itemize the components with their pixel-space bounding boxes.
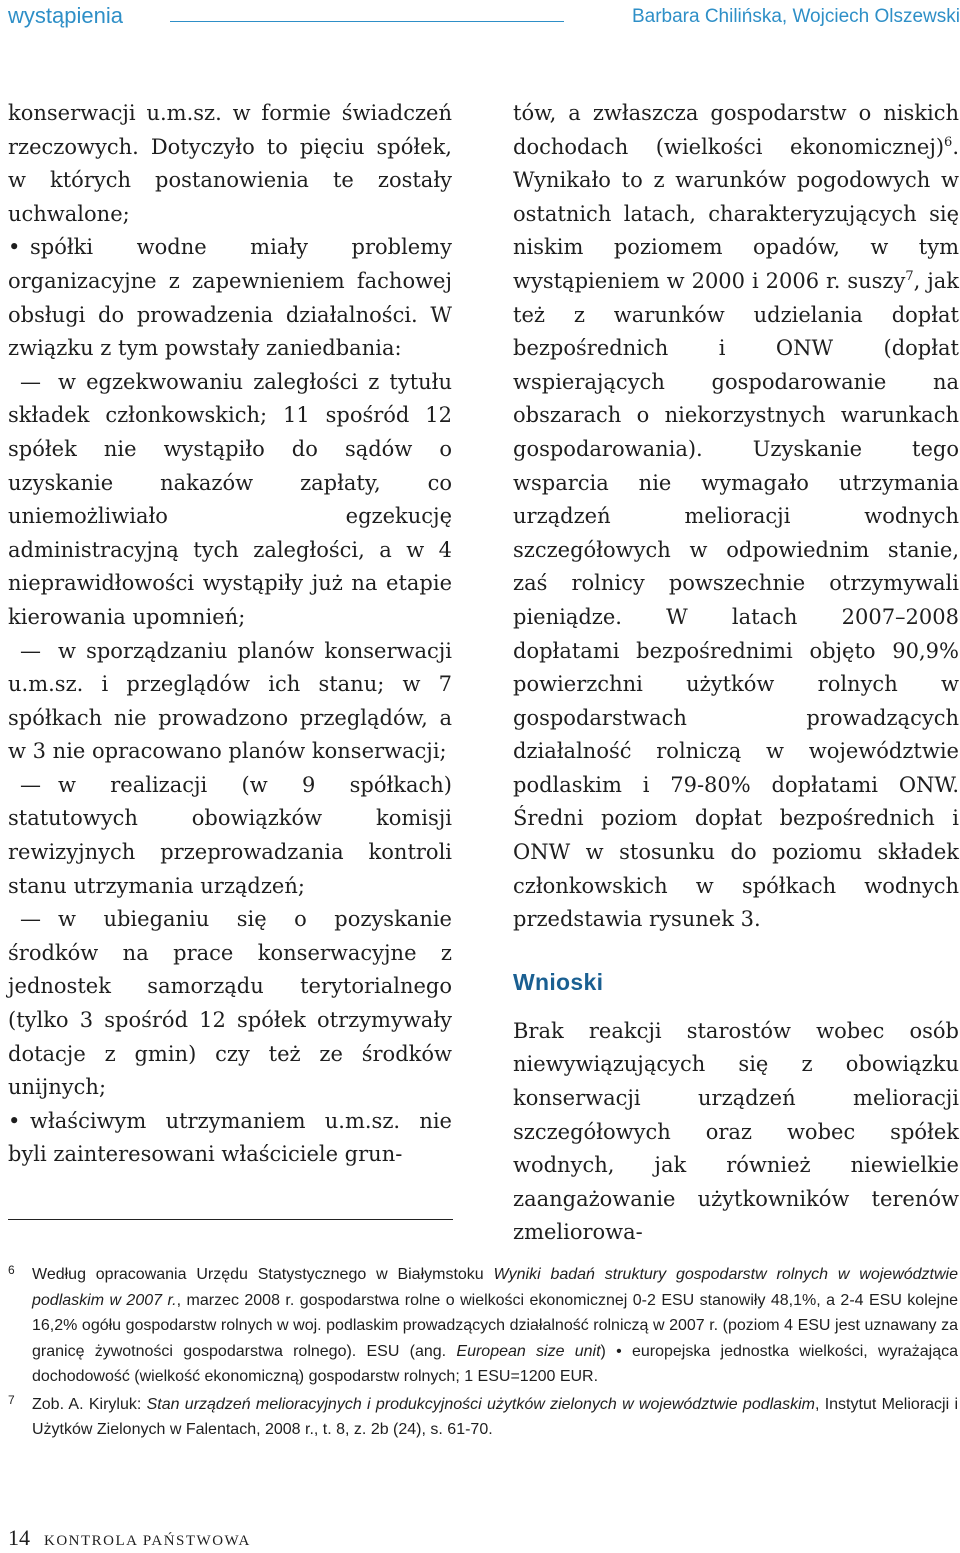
dash-item bbox=[8, 635, 452, 769]
footnote-number: 7 bbox=[8, 1392, 15, 1407]
paragraph: konserwacji u.m.sz. w formie świadczeń rzeczowych. Dotyczyło to pięciu spółek, w których postanowienia te zostały uchwalone; bbox=[8, 101, 452, 226]
section-label: wystąpienia bbox=[8, 3, 123, 28]
footnote-title: Stan urządzeń melioracyjnych i produkcyjności użytków zielonych w województwie podlaskim bbox=[146, 1395, 815, 1413]
header-rule bbox=[170, 21, 564, 22]
dash-item bbox=[8, 903, 452, 1105]
footnote-title: Wyniki badań struktury gospodarstw rolnych w województwie podlaskim w 2007 r. bbox=[32, 1266, 958, 1309]
dash-icon: — bbox=[20, 772, 41, 797]
footnotes bbox=[8, 1262, 958, 1445]
paragraph: Brak reakcji starostów wobec osób niewywiązujących się z obowiązku konserwacji urządzeń melioracji szczegółowych oraz wobec spółek wodnych, jak również niewielkie zaangażowanie użytkowników terenów zmeliorowa- bbox=[513, 1018, 959, 1245]
dash-text: w egzekwowaniu zaległości z tytułu składek członkowskich; 11 spośród 12 spółek nie wystąpiło do sądów o uzyskanie nakazów zapłaty, co uniemożliwiało egzekucję administracyjną tych zaległości, a w 4 nieprawidłowości wystąpiły już na etapie kierowania upomnień; bbox=[8, 369, 452, 629]
journal-name: KONTROLA PAŃSTWOWA bbox=[44, 1533, 251, 1549]
footnote-text bbox=[32, 1396, 958, 1439]
dash-icon: — bbox=[20, 369, 41, 394]
right-column bbox=[513, 97, 959, 1250]
footnote-number: 6 bbox=[8, 1263, 15, 1277]
page-number: 14 bbox=[8, 1525, 30, 1550]
paragraph-text: tów, a zwłaszcza gospodarstw o niskich dochodach (wielkości ekonomicznej) bbox=[513, 101, 959, 159]
footnote-term: European size unit bbox=[456, 1342, 601, 1360]
footnote-rule bbox=[8, 1219, 453, 1220]
bullet-item bbox=[8, 1105, 452, 1172]
footnote-span: , Instytut Melioracji i Użytków Zielonych w Falentach, 2008 r., t. 8, z. 2b (24), s. 61-70. bbox=[32, 1395, 959, 1438]
footnote-6 bbox=[8, 1262, 958, 1390]
footnote-span: , marzec 2008 r. gospodarstwa rolne o wielkości ekonomicznej 0-2 ESU stanowiły 48,1%, a 2-4 ESU kolejne 16,2% ogółu gospodarstw rolnych w woj. podlaskim prowadzących działalność rolniczą w 2007 r. (poziom 4 ESU jest uznawany za granicę żywotności gospodarstwa rolnego). ESU (ang. bbox=[32, 1291, 958, 1360]
left-column bbox=[8, 97, 452, 1172]
dash-text: w sporządzaniu planów konserwacji u.m.sz. i przeglądów ich stanu; w 7 spółkach nie prowadzono przeglądów, a w 3 nie opracowano planów konserwacji; bbox=[8, 638, 452, 764]
dash-item bbox=[8, 769, 452, 903]
dash-icon: — bbox=[20, 638, 41, 663]
page-footer bbox=[8, 1525, 251, 1551]
footnote-ref-7[interactable]: 7 bbox=[905, 268, 914, 284]
paragraph-text: , jak też z warunków udzielania dopłat bezpośrednich i ONW (dopłat wspierających gospodarowanie na obszarach o niekorzystnych warunkach gospodarowania). Uzyskanie tego wsparcia nie wymagało utrzymania urządzeń melioracji wodnych szczegółowych w odpowiednim stanie, zaś rolnicy powszechnie otrzymywali pieniądze. W latach 2007–2008 dopłatami bezpośrednimi objęto 90,9% powierzchni użytków rolnych w gospodarstwach prowadzących działalność rolniczą w województwie podlaskim i 79-80% dopłatami ONW. Średni poziom dopłat bezpośrednich i ONW w stosunku do poziomu składek członkowskich w spółkach wodnych przedstawia rysunek 3. bbox=[513, 268, 959, 932]
footnote-text bbox=[32, 1266, 958, 1385]
footnote-7 bbox=[8, 1392, 958, 1443]
bullet-icon: • bbox=[8, 1108, 21, 1133]
header-authors: Barbara Chilińska, Wojciech Olszewski bbox=[631, 6, 960, 27]
footnote-span: Zob. A. Kiryluk: bbox=[32, 1395, 147, 1413]
section-heading: Wnioski bbox=[513, 968, 604, 995]
dash-item bbox=[8, 366, 452, 635]
paragraph-text: . Wynikało to z warunków pogodowych w ostatnich latach, charakteryzujących się niskim poziomem opadów, w tym wystąpieniem w 2000 i 2006 r. suszy bbox=[513, 134, 959, 293]
bullet-icon: • bbox=[8, 235, 21, 260]
bullet-item bbox=[8, 231, 452, 365]
dash-text: w ubieganiu się o pozyskanie środków na prace konserwacyjne z jednostek samorządu terytorialnego (tylko 3 spośród 12 spółek otrzymywały dotacje z gmin) czy też ze środków unijnych; bbox=[8, 907, 452, 1100]
dash-icon: — bbox=[20, 907, 41, 932]
footnote-ref-6[interactable]: 6 bbox=[944, 134, 953, 150]
page-header bbox=[8, 2, 960, 34]
paragraph bbox=[513, 97, 959, 937]
footnote-span: Według opracowania Urzędu Statystycznego w Białymstoku bbox=[32, 1266, 494, 1283]
dash-text: w realizacji (w 9 spółkach) statutowych obowiązków komisji rewizyjnych przeprowadzania kontroli stanu utrzymania urządzeń; bbox=[8, 772, 452, 898]
bullet-text: spółki wodne miały problemy organizacyjne z zapewnieniem fachowej obsługi do prowadzenia działalności. W związku z tym powstały zaniedbania: bbox=[8, 235, 452, 361]
bullet-text: właściwym utrzymaniem u.m.sz. nie byli zainteresowani właściciele grun- bbox=[8, 1108, 452, 1167]
footnote-span: ) • europejska jednostka wielkości, wyrażająca dochodowość (wielkość ekonomiczną) gospodarstw rolnych; 1 ESU=1200 EUR. bbox=[32, 1342, 959, 1385]
